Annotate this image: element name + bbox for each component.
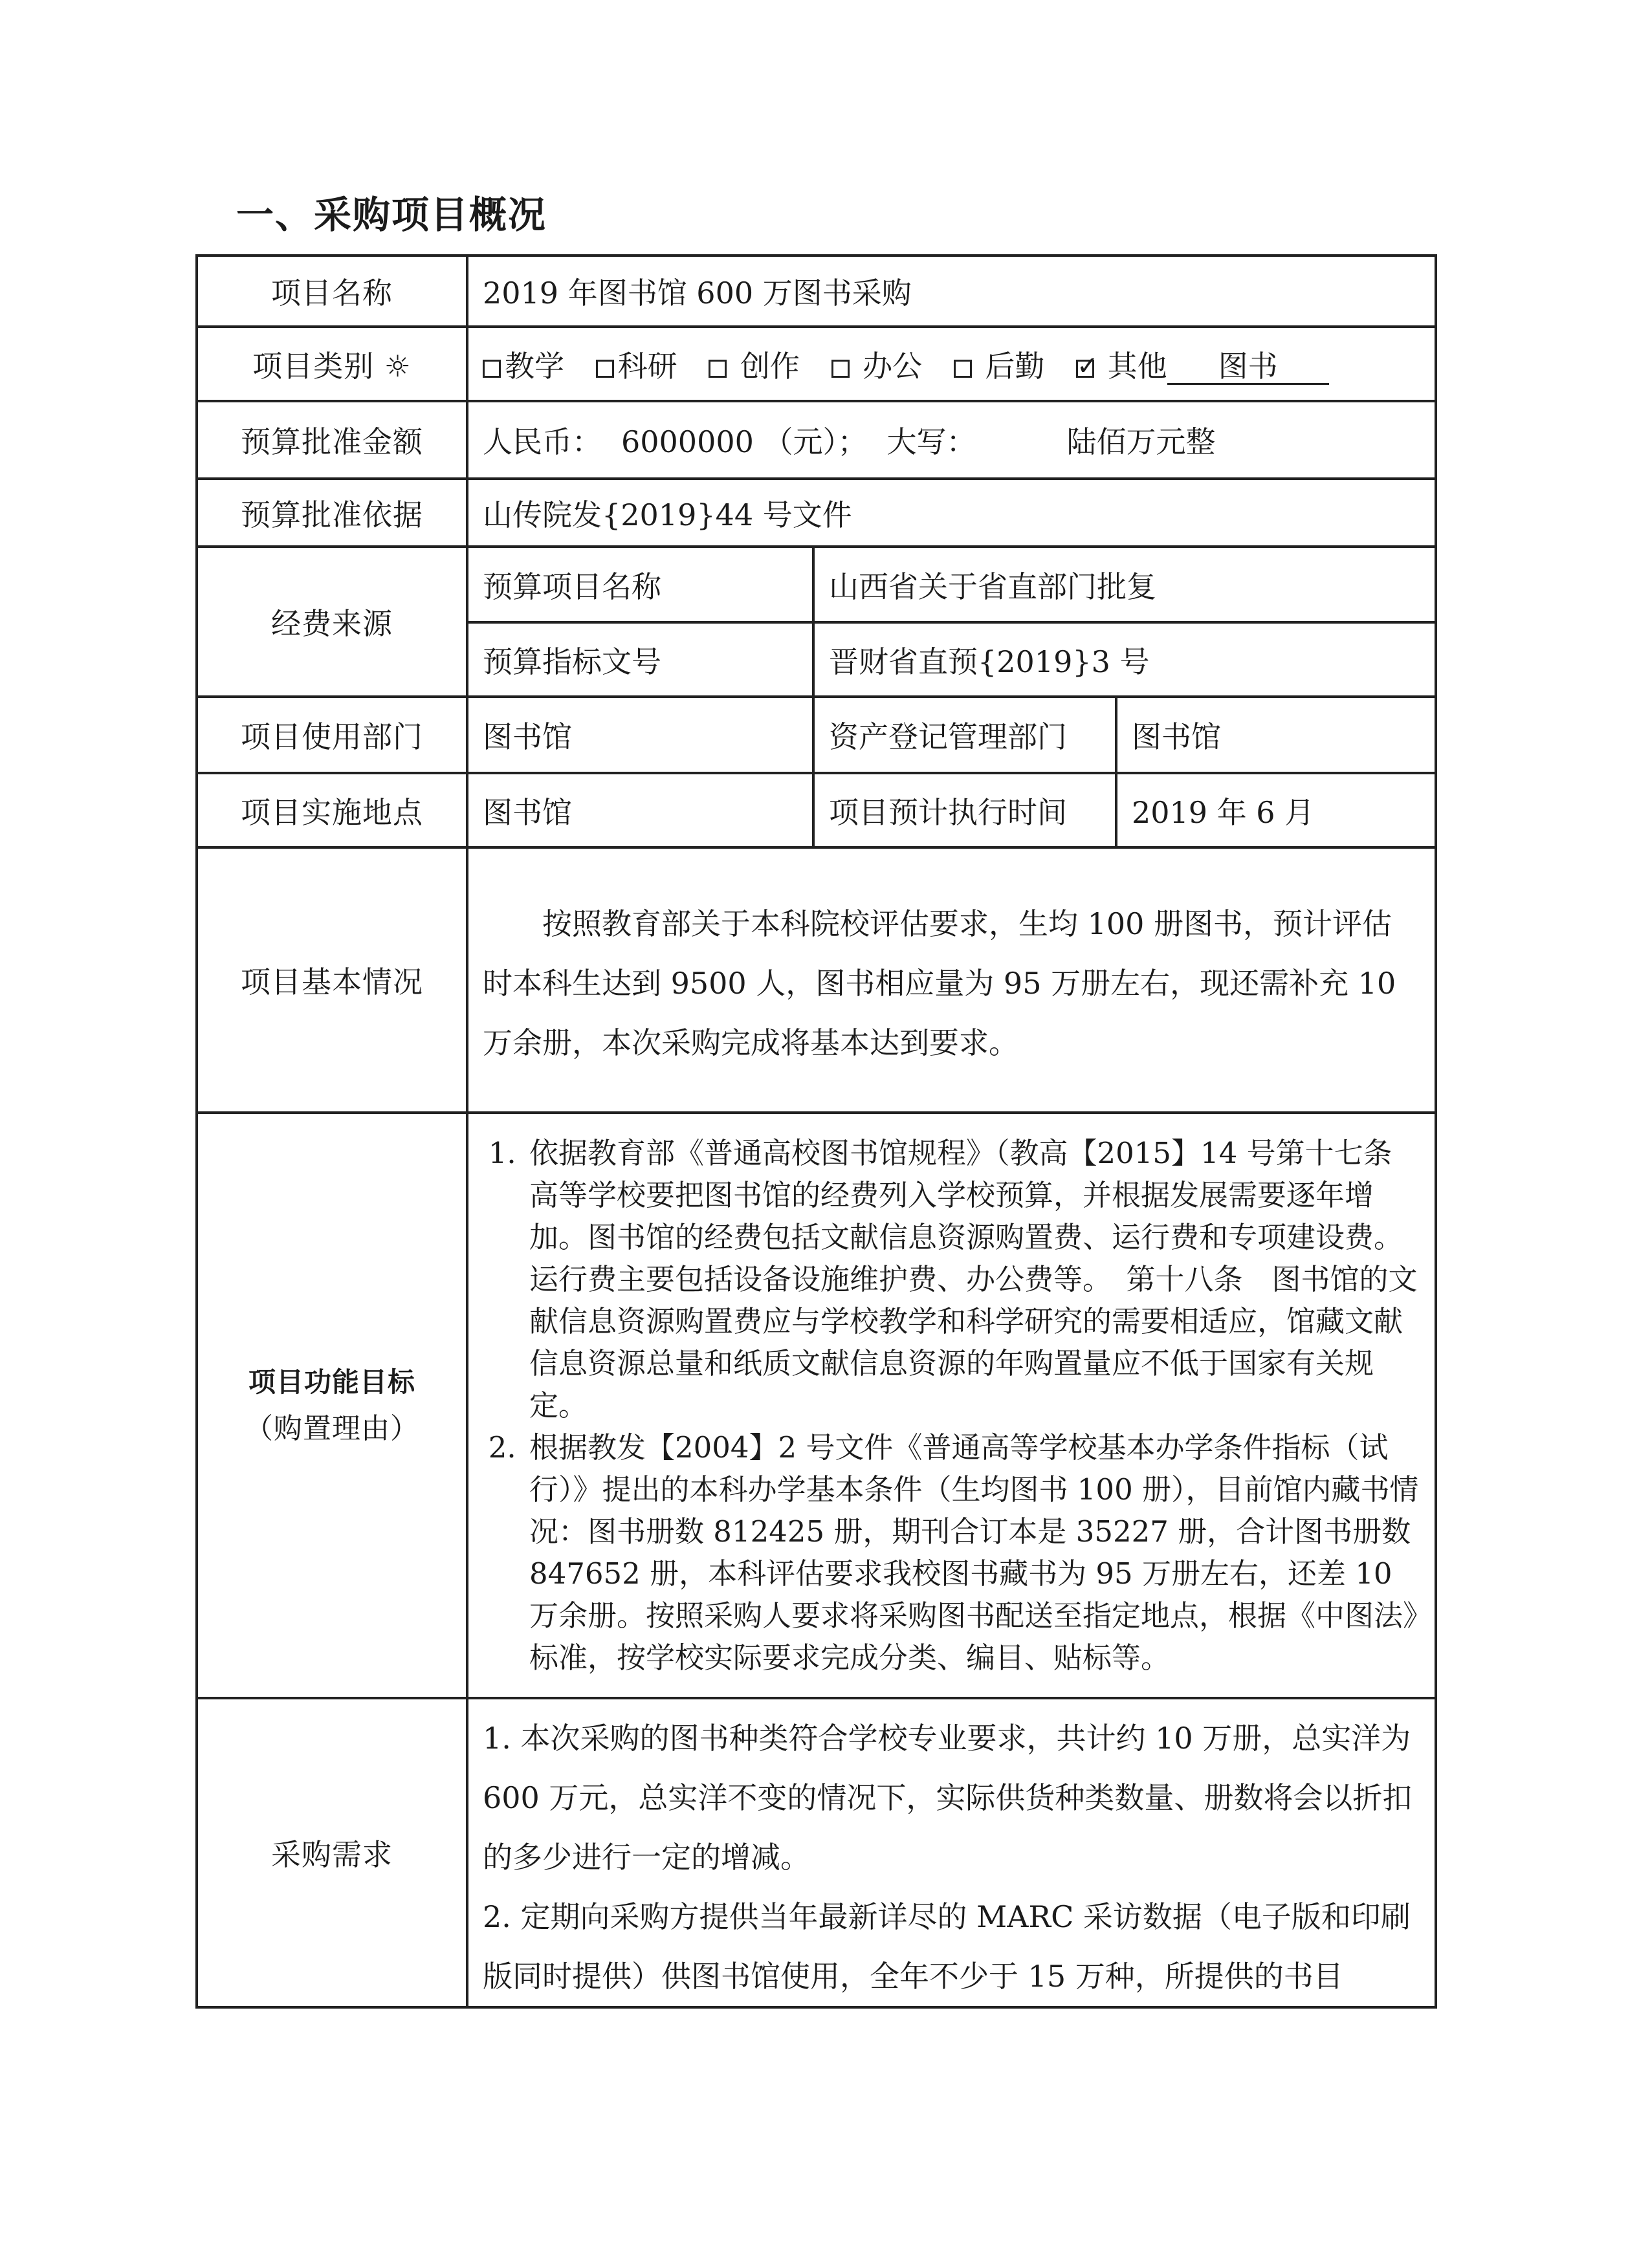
budget-amount-value: 人民币： 6000000 （元）； 大写： 陆佰万元整 <box>467 401 1436 479</box>
row-goal <box>197 1113 1436 1698</box>
exec-time-label: 项目预计执行时间 <box>813 773 1116 847</box>
goal-item: 2. 根据教发【2004】2 号文件《普通高等学校基本办学条件指标（试行）》提出的本科办学基本条件（生均图书 100 册），目前馆内藏书情况：图书册数 812425 册，期刊合订本是 35227 册，合计图书册数 847652 册，本科评估要求我校图书藏书为 95 万册左右，还差 10 万余册。按照采购人要求将采购图书配送至指定地点，根据《中图法》标准，按学校实际要求完成分类、编目、贴标等。 <box>525 1426 1420 1679</box>
checkbox-checked-icon <box>1076 360 1094 378</box>
category-option-teaching[interactable]: 教学 <box>483 343 564 386</box>
location-label: 项目实施地点 <box>197 773 467 847</box>
location-value: 图书馆 <box>467 773 813 847</box>
budget-basis-value: 山传院发{2019}44 号文件 <box>467 479 1436 547</box>
demand-label: 采购需求 <box>197 1698 467 2007</box>
demand-paragraph: 2. 定期向采购方提供当年最新详尽的 MARC 采访数据（电子版和印刷版同时提供）供图书馆使用，全年不少于 15 万种，所提供的书目 <box>483 1899 1411 1994</box>
row-funding-item <box>197 547 1436 622</box>
use-dept-value: 图书馆 <box>467 697 813 773</box>
checkbox-icon <box>954 360 972 378</box>
budget-basis-label: 预算批准依据 <box>197 479 467 547</box>
exec-time-value: 2019 年 6 月 <box>1116 773 1436 847</box>
row-demand <box>197 1698 1436 2007</box>
checkbox-icon <box>596 360 614 378</box>
row-location <box>197 773 1436 847</box>
demand-value <box>467 1698 1436 2007</box>
checkbox-icon <box>831 360 850 378</box>
asset-dept-label: 资产登记管理部门 <box>813 697 1116 773</box>
row-budget-amount <box>197 401 1436 479</box>
category-option-office[interactable]: 办公 <box>831 343 923 386</box>
basic-info-value: 按照教育部关于本科院校评估要求，生均 100 册图书，预计评估时本科生达到 9500 人，图书相应量为 95 万册左右，现还需补充 10 万余册，本次采购完成将基本达到要求。 <box>467 847 1436 1113</box>
row-project-name <box>197 256 1436 327</box>
project-category-options <box>467 327 1436 401</box>
row-basic-info <box>197 847 1436 1113</box>
funding-item-name-label: 预算项目名称 <box>467 547 813 622</box>
checkbox-icon <box>483 360 501 378</box>
row-project-category <box>197 327 1436 401</box>
category-option-logistics[interactable]: 后勤 <box>954 343 1045 386</box>
category-other-value: 图书 <box>1167 349 1329 385</box>
checkbox-icon <box>709 360 727 378</box>
budget-amount-label: 预算批准金额 <box>197 401 467 479</box>
category-option-research[interactable]: 科研 <box>596 343 677 386</box>
category-option-creation[interactable]: 创作 <box>709 343 800 386</box>
row-department <box>197 697 1436 773</box>
project-name-label: 项目名称 <box>197 256 467 327</box>
goal-value <box>467 1113 1436 1698</box>
budget-amount-daxie: 陆佰万元整 <box>1066 424 1216 459</box>
funding-source-label: 经费来源 <box>197 547 467 697</box>
asset-dept-value: 图书馆 <box>1116 697 1436 773</box>
category-option-other[interactable]: ✓ 其他 图书 <box>1076 343 1329 386</box>
funding-item-name-value: 山西省关于省直部门批复 <box>813 547 1436 622</box>
procurement-overview-table <box>195 254 1437 2009</box>
use-dept-label: 项目使用部门 <box>197 697 467 773</box>
basic-info-label: 项目基本情况 <box>197 847 467 1113</box>
row-budget-basis <box>197 479 1436 547</box>
demand-paragraph: 1. 本次采购的图书种类符合学校专业要求，共计约 10 万册，总实洋为 600 万元，总实洋不变的情况下，实际供货种类数量、册数将会以折扣的多少进行一定的增减。 <box>483 1721 1413 1875</box>
goal-item: 1. 依据教育部《普通高校图书馆规程》（教高【2015】14 号第十七条 高等学校要把图书馆的经费列入学校预算，并根据发展需要逐年增加。图书馆的经费包括文献信息资源购置费、运行费和专项建设费。运行费主要包括设备设施维护费、办公费等。 第十八条 图书馆的文献信息资源购置费应与学校教学和科学研究的需要相适应，馆藏文献信息资源总量和纸质文献信息资源的年购置量应不低于国家有关规定。 <box>525 1132 1420 1426</box>
project-category-label: 项目类别 ☼ <box>197 327 467 401</box>
page-title: 一、采购项目概况 <box>236 193 547 237</box>
goal-label: 项目功能目标 （购置理由） <box>197 1113 467 1698</box>
funding-doc-no-label: 预算指标文号 <box>467 622 813 697</box>
budget-amount-number: 6000000 <box>621 424 754 459</box>
funding-doc-no-value: 晋财省直预{2019}3 号 <box>813 622 1436 697</box>
project-name-value: 2019 年图书馆 600 万图书采购 <box>467 256 1436 327</box>
